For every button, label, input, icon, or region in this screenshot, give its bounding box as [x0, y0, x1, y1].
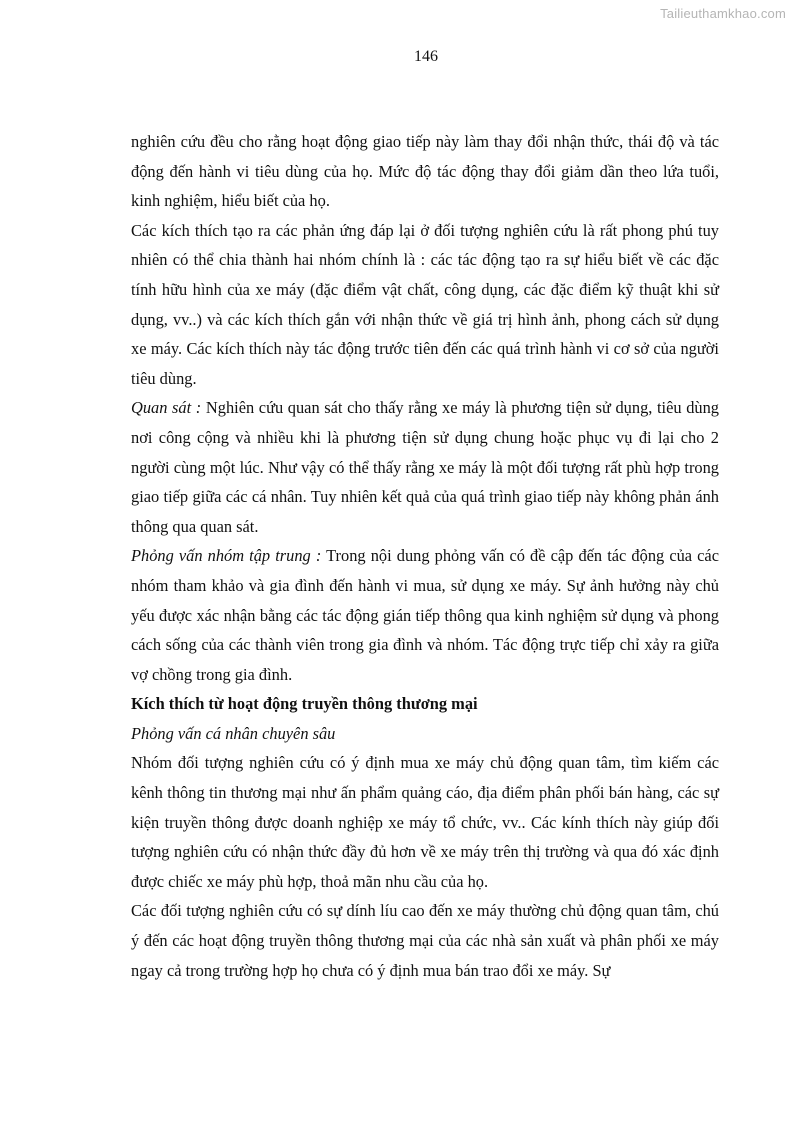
paragraph-2: Các kích thích tạo ra các phản ứng đáp lại ở đối tượng nghiên cứu là rất phong phú tuy nhiên có thể chia thành hai nhóm chính là : các tác động tạo ra sự hiểu biết về các đặc tính hữu hình của xe máy (đặc điểm vật chất, công dụng, các đặc điểm kỹ thuật khi sử dụng, vv..) và các kích thích gắn với nhận thức về giá trị hình ảnh, phong cách sử dụng xe máy. Các kích thích này tác động trước tiên đến các quá trình hành vi cơ sở của người tiêu dùng.: [131, 220, 719, 388]
paragraph-3: [131, 393, 719, 541]
page-number: 146: [414, 48, 438, 65]
document-body: [131, 127, 719, 985]
observation-label: Quan sát :: [131, 398, 202, 418]
paragraph-6: Các đối tượng nghiên cứu có sự dính líu cao đến xe máy thường chủ động quan tâm, chú ý đến các hoạt động truyền thông thương mại của các nhà sản xuất và phân phối xe máy ngay cả trong trường hợp họ chưa có ý định mua bán trao đổi xe máy. Sự: [131, 901, 719, 980]
paragraph-3-text: Nghiên cứu quan sát cho thấy rằng xe máy là phương tiện sử dụng, tiêu dùng nơi công cộng và nhiều khi là phương tiện sử dụng chung hoặc phục vụ đi lại cho 2 người cùng một lúc. Như vậy có thể thấy rằng xe máy là một đối tượng rất phù hợp trong giao tiếp giữa các cá nhân. Tuy nhiên kết quả của quá trình giao tiếp này không phản ánh thông qua quan sát.: [131, 398, 719, 536]
paragraph-1: nghiên cứu đều cho rằng hoạt động giao tiếp này làm thay đổi nhận thức, thái độ và tác động đến hành vi tiêu dùng của họ. Mức độ tác động thay đổi giảm dần theo lứa tuổi, kinh nghiệm, hiểu biết của họ.: [131, 132, 719, 211]
paragraph-5: Nhóm đối tượng nghiên cứu có ý định mua xe máy chủ động quan tâm, tìm kiếm các kênh thông tin thương mại như ấn phẩm quảng cáo, địa điểm phân phối bán hàng, các sự kiện truyền thông được doanh nghiệp xe máy tổ chức, vv.. Các kính thích này giúp đối tượng nghiên cứu có nhận thức đầy đủ hơn về xe máy trên thị trường và qua đó xác định được chiếc xe máy phù hợp, thoả mãn nhu cầu của họ.: [131, 753, 719, 891]
section-heading: Kích thích từ hoạt động truyền thông thương mại: [131, 694, 478, 714]
section-subheading: Phỏng vấn cá nhân chuyên sâu: [131, 723, 336, 743]
paragraph-4: [131, 541, 719, 689]
focus-group-label: Phỏng vấn nhóm tập trung :: [131, 546, 322, 566]
paragraph-4-text: Trong nội dung phỏng vấn có đề cập đến tác động của các nhóm tham khảo và gia đình đến hành vi mua, sử dụng xe máy. Sự ảnh hưởng này chủ yếu được xác nhận bằng các tác động gián tiếp thông qua kinh nghiệm sử dụng và phong cách sống của các thành viên trong gia đình và nhóm. Tác động trực tiếp chỉ xảy ra giữa vợ chồng trong gia đình.: [131, 546, 719, 684]
watermark-text: Tailieuthamkhao.com: [660, 6, 786, 21]
